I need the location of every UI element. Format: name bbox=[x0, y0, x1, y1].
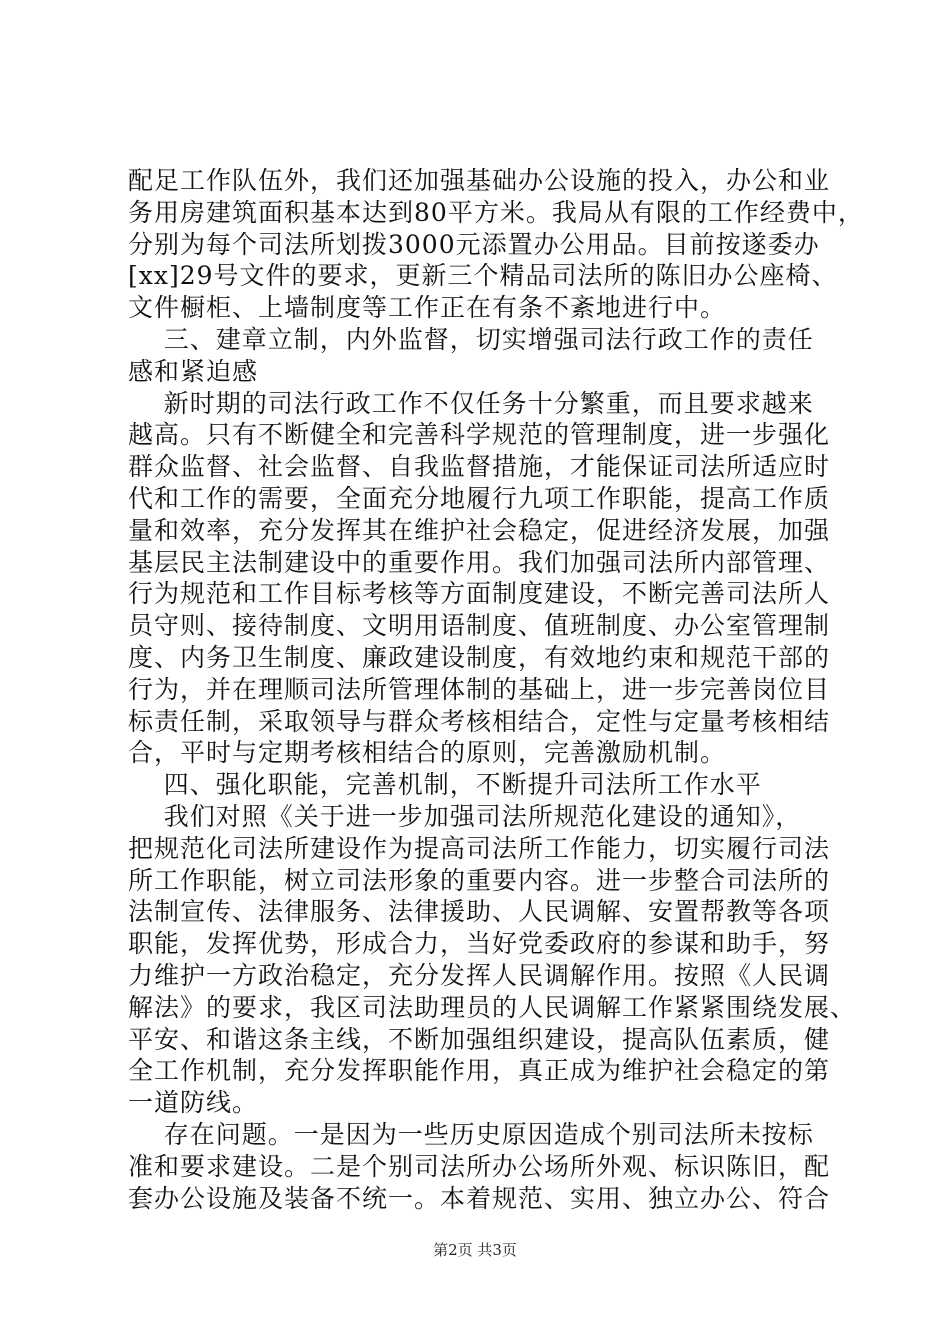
text-line: 解法》的要求，我区司法助理员的人民调解工作紧紧围绕发展、 bbox=[128, 992, 857, 1022]
text-line: 越高。只有不断健全和完善科学规范的管理制度，进一步强化 bbox=[128, 420, 831, 450]
text-line: 三、建章立制，内外监督，切实增强司法行政工作的责任 bbox=[128, 324, 814, 354]
text-line: 平安、和谐这条主线，不断加强组织建设，提高队伍素质，健 bbox=[128, 1024, 831, 1054]
text-line: 力维护一方政治稳定，充分发挥人民调解作用。按照《人民调 bbox=[128, 960, 831, 990]
text-line: 员守则、接待制度、文明用语制度、值班制度、办公室管理制 bbox=[128, 611, 831, 641]
text-line: 所工作职能，树立司法形象的重要内容。进一步整合司法所的 bbox=[128, 865, 831, 895]
text-line: 把规范化司法所建设作为提高司法所工作能力，切实履行司法 bbox=[128, 833, 831, 863]
text-line: 套办公设施及装备不统一。本着规范、实用、独立办公、符合 bbox=[128, 1183, 831, 1213]
text-line: 四、强化职能，完善机制，不断提升司法所工作水平 bbox=[128, 770, 762, 800]
text-line: 文件橱柜、上墙制度等工作正在有条不紊地进行中。 bbox=[128, 293, 727, 323]
text-line: 配足工作队伍外，我们还加强基础办公设施的投入，办公和业 bbox=[128, 166, 831, 195]
text-line: 合，平时与定期考核相结合的原则，完善激励机制。 bbox=[128, 738, 727, 768]
document-body bbox=[128, 165, 864, 1214]
text-line: 行为，并在理顺司法所管理体制的基础上，进一步完善岗位目 bbox=[128, 674, 831, 704]
text-line: 存在问题。一是因为一些历史原因造成个别司法所未按标 bbox=[128, 1119, 814, 1149]
text-line: 行为规范和工作目标考核等方面制度建设，不断完善司法所人 bbox=[128, 579, 831, 609]
text-line: 标责任制，采取领导与群众考核相结合，定性与定量考核相结 bbox=[128, 706, 831, 736]
text-line: 我们对照《关于进一步加强司法所规范化建设的通知》， bbox=[128, 801, 802, 831]
text-line: 基层民主法制建设中的重要作用。我们加强司法所内部管理、 bbox=[128, 547, 831, 577]
text-line: 新时期的司法行政工作不仅任务十分繁重，而且要求越来 bbox=[128, 388, 814, 418]
text-line: 务用房建筑面积基本达到80平方米。我局从有限的工作经费中， bbox=[128, 197, 864, 227]
text-line: 职能，发挥优势，形成合力，当好党委政府的参谋和助手，努 bbox=[128, 929, 831, 959]
text-line: 一道防线。 bbox=[128, 1088, 259, 1118]
text-line: 准和要求建设。二是个别司法所办公场所外观、标识陈旧，配 bbox=[128, 1151, 831, 1181]
text-line: 群众监督、社会监督、自我监督措施，才能保证司法所适应时 bbox=[128, 452, 831, 482]
text-line: 全工作机制，充分发挥职能作用，真正成为维护社会稳定的第 bbox=[128, 1056, 831, 1086]
text-line: 感和紧迫感 bbox=[128, 356, 259, 386]
text-line: 分别为每个司法所划拨3000元添置办公用品。目前按遂委办 bbox=[128, 229, 820, 259]
page-footer: 第2页 共3页 bbox=[433, 1241, 517, 1259]
text-line: 法制宣传、法律服务、法律援助、人民调解、安置帮教等各项 bbox=[128, 897, 831, 927]
text-line: 度、内务卫生制度、廉政建设制度，有效地约束和规范干部的 bbox=[128, 642, 831, 672]
text-line: [xx]29号文件的要求，更新三个精品司法所的陈旧办公座椅、 bbox=[128, 261, 838, 291]
text-line: 代和工作的需要，全面充分地履行九项工作职能，提高工作质 bbox=[128, 483, 831, 513]
text-line: 量和效率，充分发挥其在维护社会稳定，促进经济发展，加强 bbox=[128, 515, 831, 545]
